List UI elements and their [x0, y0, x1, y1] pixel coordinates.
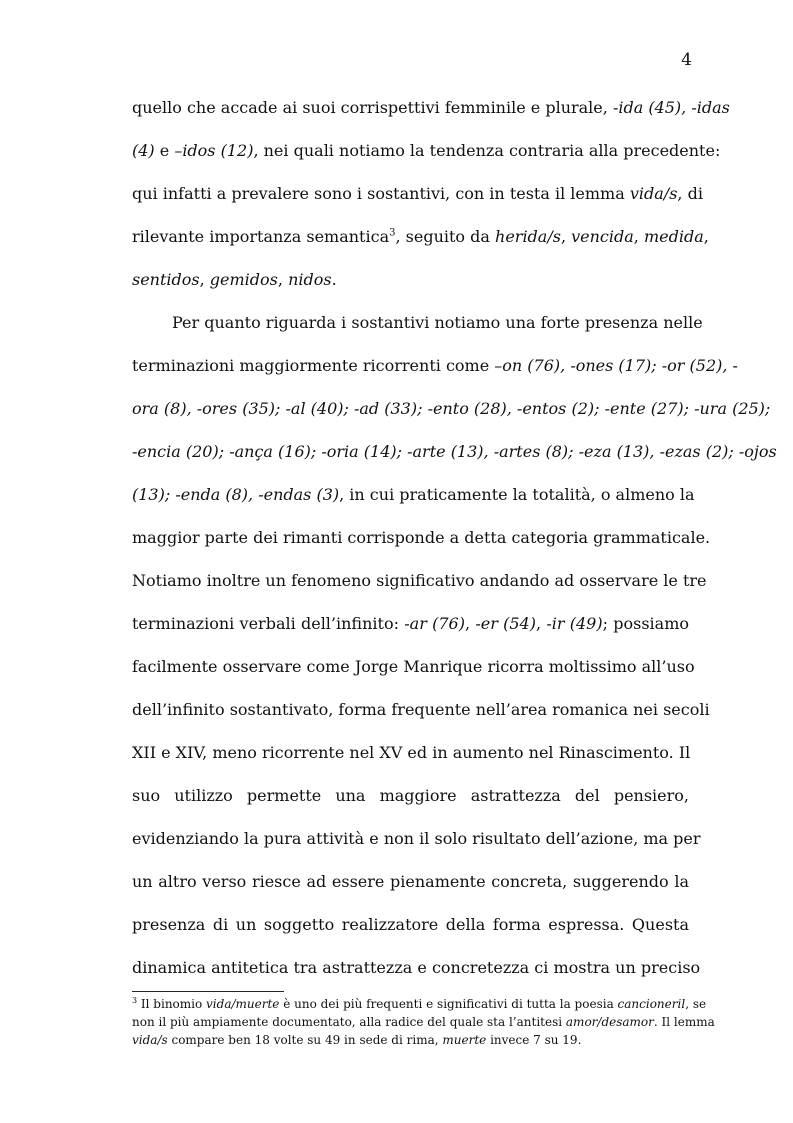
- body-line: [132, 96, 730, 120]
- italic-term: -er (54): [475, 614, 536, 633]
- italic-term: sentidos: [132, 270, 200, 289]
- text-run: maggior parte dei rimanti corrisponde a detta categoria grammaticale.: [132, 528, 711, 547]
- italic-term: –on (76), -ones (17); -or (52), -: [494, 356, 738, 375]
- body-line: [132, 182, 703, 206]
- text-run: , seguito da: [395, 227, 496, 246]
- text-run: , di: [677, 184, 703, 203]
- italic-term: cancioneril: [617, 997, 686, 1011]
- italic-term: herida/s: [495, 227, 561, 246]
- text-run: compare ben 18 volte su 49 in sede di rima,: [167, 1033, 443, 1047]
- text-run: ; possiamo: [602, 614, 690, 633]
- body-line: [132, 827, 701, 851]
- italic-term: ora (8), -ores (35); -al (40); -ad (33); -ento (28), -entos (2); -ente (27); -ura (25);: [132, 399, 771, 418]
- body-line: [132, 483, 695, 507]
- text-run: evidenziando la pura attività e non il solo risultato dell’azione, ma per: [132, 829, 701, 848]
- italic-term: –idos (12): [174, 141, 254, 160]
- footnote-separator: [132, 991, 284, 992]
- body-line: [132, 569, 707, 593]
- italic-term: -ir (49): [546, 614, 603, 633]
- text-run: suo utilizzo permette una maggiore astrattezza del pensiero,: [132, 786, 689, 805]
- text-run: un altro verso riesce ad essere pienamente concreta, suggerendo la: [132, 872, 689, 891]
- footnotes-line: [132, 996, 707, 1013]
- italic-term: vida/muerte: [206, 997, 280, 1011]
- body-line: [132, 354, 738, 378]
- body-line: [132, 741, 689, 765]
- body-line: [132, 956, 701, 980]
- text-run: ,: [464, 614, 476, 633]
- text-run: qui infatti a prevalere sono i sostantivi, con in testa il lemma: [132, 184, 630, 203]
- text-run: , se: [685, 997, 707, 1011]
- text-run: è uno dei più frequenti e significativi di tutta la poesia: [279, 997, 618, 1011]
- footnotes-line: [132, 1014, 715, 1031]
- body-line: [132, 397, 771, 421]
- italic-term: vida/s: [629, 184, 678, 203]
- text-run: Notiamo inoltre un fenomeno significativo andando ad osservare le tre: [132, 571, 707, 590]
- text-run: terminazioni verbali dell’infinito:: [132, 614, 405, 633]
- text-run: ,: [277, 270, 289, 289]
- text-run: ,: [633, 227, 644, 246]
- italic-term: -ar (76): [404, 614, 465, 633]
- body-line: [132, 225, 709, 249]
- text-run: dinamica antitetica tra astrattezza e concretezza ci mostra un preciso: [132, 958, 701, 977]
- text-run: Per quanto riguarda i sostantivi notiamo una forte presenza nelle: [172, 313, 703, 332]
- footnote-ref: 3: [389, 227, 396, 239]
- body-line: [132, 913, 689, 937]
- text-run: . Il lemma: [653, 1015, 715, 1029]
- text-run: terminazioni maggiormente ricorrenti come: [132, 356, 495, 375]
- body-line: [132, 698, 710, 722]
- text-run: presenza di un soggetto realizzatore della forma espressa. Questa: [132, 915, 689, 934]
- text-run: , in cui praticamente la totalità, o almeno la: [339, 485, 695, 504]
- text-run: .: [331, 270, 337, 289]
- italic-term: muerte: [442, 1033, 487, 1047]
- body-line: [132, 784, 689, 808]
- text-run: Il binomio: [137, 997, 207, 1011]
- text-run: ,: [199, 270, 210, 289]
- italic-term: medida: [643, 227, 704, 246]
- body-line: [132, 655, 695, 679]
- body-line: [132, 526, 711, 550]
- italic-term: nidos: [288, 270, 332, 289]
- text-run: facilmente osservare come Jorge Manrique ricorra moltissimo all’uso: [132, 657, 695, 676]
- body-line: [132, 268, 689, 292]
- italic-term: -ida (45), -idas: [612, 98, 730, 117]
- italic-term: (4): [132, 141, 155, 160]
- text-run: ,: [535, 614, 547, 633]
- italic-term: (13); -enda (8), -endas (3): [132, 485, 340, 504]
- italic-term: gemidos: [209, 270, 278, 289]
- text-run: quello che accade ai suoi corrispettivi femminile e plurale,: [132, 98, 613, 117]
- footnotes-line: [132, 1032, 689, 1049]
- text-run: XII e XIV, meno ricorrente nel XV ed in aumento nel Rinascimento. Il: [132, 743, 691, 762]
- body-line: [132, 612, 689, 636]
- text-run: , nei quali notiamo la tendenza contraria alla precedente:: [253, 141, 721, 160]
- italic-term: amor/desamor: [565, 1015, 654, 1029]
- footnote-ref: 3: [132, 996, 138, 1005]
- body-line: [132, 870, 689, 894]
- page-number: 4: [681, 50, 692, 70]
- text-run: ,: [560, 227, 572, 246]
- italic-term: vencida: [571, 227, 634, 246]
- text-run: dell’infinito sostantivato, forma frequente nell’area romanica nei secoli: [132, 700, 710, 719]
- body-line: [132, 311, 703, 335]
- body-line: [132, 139, 721, 163]
- italic-term: -encia (20); -ança (16); -oria (14); -arte (13), -artes (8); -eza (13), -ezas (2); -ojos: [132, 442, 777, 461]
- text-run: ,: [703, 227, 709, 246]
- body-line: [132, 440, 777, 464]
- text-run: rilevante importanza semantica: [132, 227, 390, 246]
- italic-term: vida/s: [132, 1033, 168, 1047]
- text-run: e: [154, 141, 175, 160]
- text-run: invece 7 su 19.: [486, 1033, 582, 1047]
- text-run: non il più ampiamente documentato, alla radice del quale sta l’antitesi: [132, 1015, 566, 1029]
